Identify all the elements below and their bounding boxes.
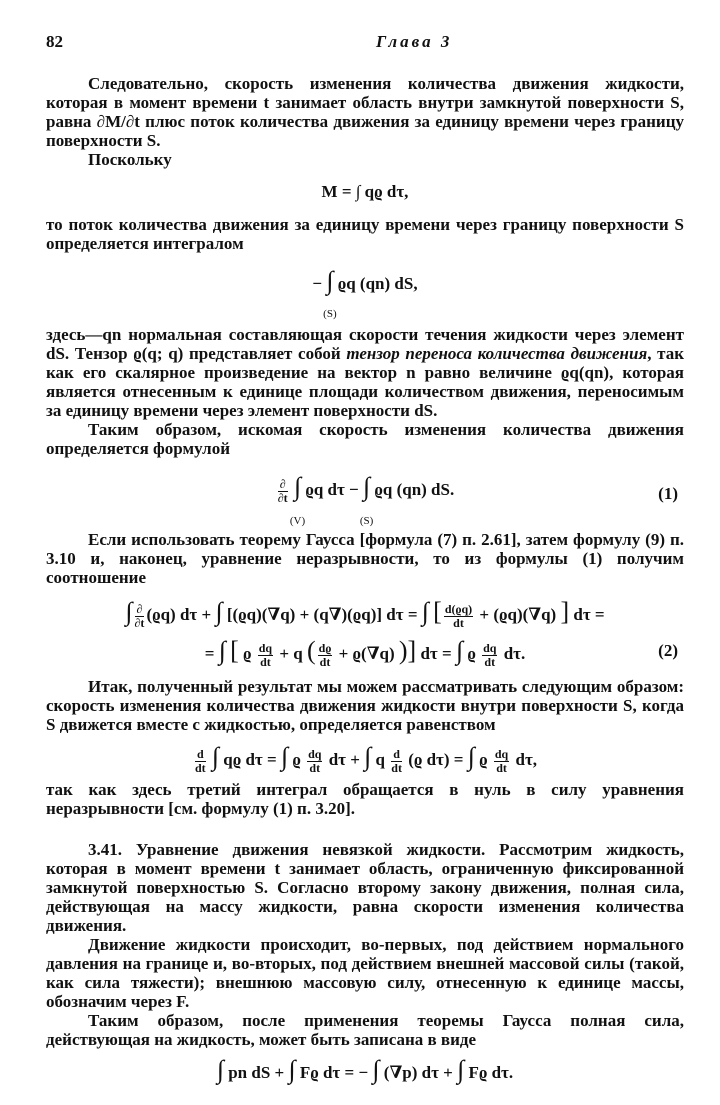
equation-flux: − ∫ (S) ϱq (qn) dS, (312, 266, 418, 320)
integral-limit: (S) (323, 308, 337, 320)
equation-1: $\frac{\partial}{\partial t}$ ∫ (V) ϱq dτ − ∫ (S) ϱq (qn) dS. (1) (46, 458, 684, 530)
equation-2-line2: = ∫ [ ϱ $\frac{dq}{dt}$ + q ( $\frac{dϱ}{dt}$ + ϱ(∇q) )] dτ = ∫ ϱ $\frac{dq}{dt}$ dτ. (2) (46, 631, 684, 671)
equation-M (46, 169, 684, 215)
equation-number: (2) (658, 641, 678, 660)
paragraph: Итак, полученный результат мы можем рассматривать следующим образом: скорость изменения количества движения жидкости внутри поверхности S, когда S движется вместе с жидкостью, определяется равенством (46, 677, 684, 734)
paragraph: Движение жидкости происходит, во-первых, под действием нормального давления на границе и, во-вторых, под действием внешней массовой силы (такой, как сила тяжести); внешнюю массовую силу, отнесенную к единице массы, обозначим через F. (46, 935, 684, 1011)
section-paragraph: 3.41. Уравнение движения невязкой жидкости. Рассмотрим жидкость, которая в момент времени t занимает область, ограниченную фиксированной замкнутой поверхностью S. Согласно второму закону движения, полная сила, действующая на массу жидкости, равна скорости изменения количества движения. (46, 840, 684, 935)
paragraph: Поскольку (88, 150, 172, 169)
equation-text: M = ∫ qϱ dτ, (321, 182, 409, 201)
equation-number: (1) (658, 484, 678, 503)
text-body (46, 74, 684, 1091)
paragraph: так как здесь третий интеграл обращается в нуль в силу уравнения неразрывности [см. формулу (1) п. 3.20]. (46, 780, 684, 818)
paragraph: Таким образом, после применения теоремы Гаусса полная сила, действующая на жидкость, может быть записана в виде (46, 1011, 684, 1049)
section-title: 3.41. Уравнение движения невязкой жидкости. (88, 840, 486, 859)
equation-text: ϱq (qn) dS, (337, 274, 418, 293)
paragraph: то поток количества движения за единицу времени через границу поверхности S определяется интегралом (46, 215, 684, 253)
equation-moving: $\frac{d}{dt}$ ∫ qϱ dτ = ∫ ϱ $\frac{dq}{dt}$ dτ + ∫ q $\frac{d}{dt}$ (ϱ dτ) = ∫ ϱ $\frac{dq}{dt}$ dτ, (194, 742, 538, 775)
page-number: 82 (46, 32, 63, 51)
running-header (46, 32, 682, 54)
italic-term: тензор переноса количества движения (346, 344, 648, 363)
paragraph: здесь—qn нормальная составляющая скорости течения жидкости через элемент dS. Тензор ϱ(q; q) представляет собой тензор переноса количества движения, так как его скалярное произведение на вектор n равно величине ϱq(qn), которая является отнесенным к единице площади количеством движения, переносимым за единицу времени через элемент поверхности dS. (46, 325, 685, 420)
equation-2-line1: ∫ $\frac{\partial}{\partial t}$ (ϱq) dτ + ∫ [(ϱq)(∇q) + (q∇)(ϱq)] dτ = ∫ [ $\frac{d(ϱq)}{dt}$ + (ϱq)(∇q) ] dτ = (125, 597, 605, 630)
paragraph: Таким образом, искомая скорость изменения количества движения определяется формулой (46, 420, 684, 458)
paragraph: Если использовать теорему Гаусса [формула (7) п. 2.61], затем формулу (9) п. 3.10 и, наконец, уравнение неразрывности, то из формулы (1) получим соотношение (46, 530, 684, 587)
equation-force: ∫ pn dS + ∫ Fϱ dτ = − ∫ (∇p) dτ + ∫ Fϱ dτ. (216, 1055, 514, 1084)
chapter-title: Глава 3 (376, 32, 453, 51)
paragraph: Следовательно, скорость изменения количества движения жидкости, которая в момент времени t занимает область внутри замкнутой поверхности S, равна ∂M/∂t плюс поток количества движения за единицу времени через границу поверхности S. (46, 74, 684, 150)
